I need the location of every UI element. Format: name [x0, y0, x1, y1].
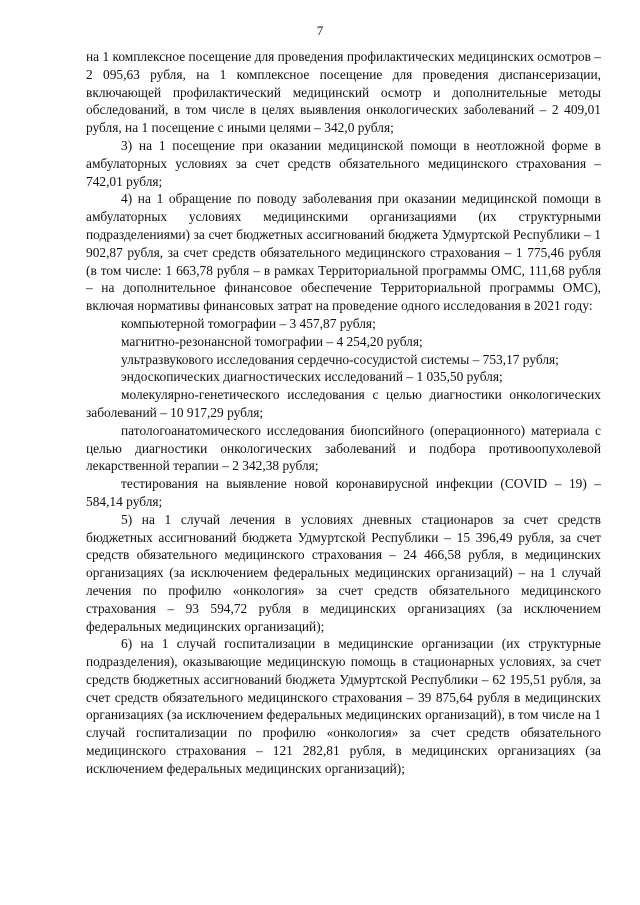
subitem-ct: компьютерной томографии – 3 457,87 рубля;	[121, 315, 376, 331]
paragraph-item-4: 4) на 1 обращение по поводу заболевания при оказании медицинской помощи в амбулаторных условиях медицинскими организациями (их структурными подразделениями) за счет бюджетных ассигнований бюджета Удмуртской Республики – 1 902,87 рубля, за счет средств обязательного медицинского страхования – 1 775,46 рубля (в том числе: 1 663,78 рубля – в рамках Территориальной программы ОМС, 111,68 рубля – на дополнительное финансовое обеспечение Территориальной программы ОМС), включая нормативы финансовых затрат на проведение одного исследования в 2021 году:	[86, 191, 601, 314]
page-number: 7	[316, 23, 324, 38]
paragraph-item-5: 5) на 1 случай лечения в условиях дневных стационаров за счет средств бюджетных ассигнований бюджета Удмуртской Республики – 15 396,49 рубля, за счет средств обязательного медицинского страхования – 24 466,58 рубля, в медицинских организациях (за исключением федеральных медицинских организаций) – на 1 случай лечения по профилю «онкология» за счет средств обязательного медицинского страхования – 93 594,72 рубля в медицинских организациях (за исключением федеральных медицинских организаций);	[86, 511, 601, 634]
paragraph-item-3: 3) на 1 посещение при оказании медицинской помощи в неотложной форме в амбулаторных условиях за счет средств обязательного медицинского страхования – 742,01 рубля;	[86, 137, 601, 189]
subitem-ultrasound: ультразвукового исследования сердечно-сосудистой системы – 753,17 рубля;	[121, 351, 559, 367]
subitem-endoscopy: эндоскопических диагностических исследований – 1 035,50 рубля;	[121, 369, 503, 385]
subitem-pathology: патологоанатомического исследования биопсийного (операционного) материала с целью диагностики онкологических заболеваний и подбора противоопухолевой лекарственной терапии – 2 342,38 рубля;	[86, 422, 601, 474]
subitem-covid-testing: тестирования на выявление новой коронавирусной инфекции (COVID – 19) – 584,14 рубля;	[86, 476, 601, 509]
paragraph-continuation: на 1 комплексное посещение для проведения профилактических медицинских осмотров – 2 095,63 рубля, на 1 комплексное посещение для проведения диспансеризации, включающей профилактический медицинский осмотр и дополнительные методы обследований, в том числе в целях выявления онкологических заболеваний – 2 409,01 рубля, на 1 посещение с иными целями – 342,0 рубля;	[86, 49, 601, 136]
document-body	[86, 48, 601, 778]
subitem-molecular-genetic: молекулярно-генетического исследования с целью диагностики онкологических заболеваний – 10 917,29 рубля;	[86, 387, 601, 420]
paragraph-item-6: 6) на 1 случай госпитализации в медицинские организации (их структурные подразделения), оказывающие медицинскую помощь в стационарных условиях, за счет средств бюджетных ассигнований бюджета Удмуртской Республики – 62 195,51 рубля, за счет средств обязательного медицинского страхования – 39 875,64 рубля в медицинских организациях (за исключением федеральных медицинских организаций), в том числе на 1 случай госпитализации по профилю «онкология» за счет средств обязательного медицинского страхования – 121 282,81 рубля, в медицинских организациях (за исключением федеральных медицинских организаций);	[86, 636, 601, 776]
subitem-mri: магнитно-резонансной томографии – 4 254,20 рубля;	[121, 333, 423, 349]
